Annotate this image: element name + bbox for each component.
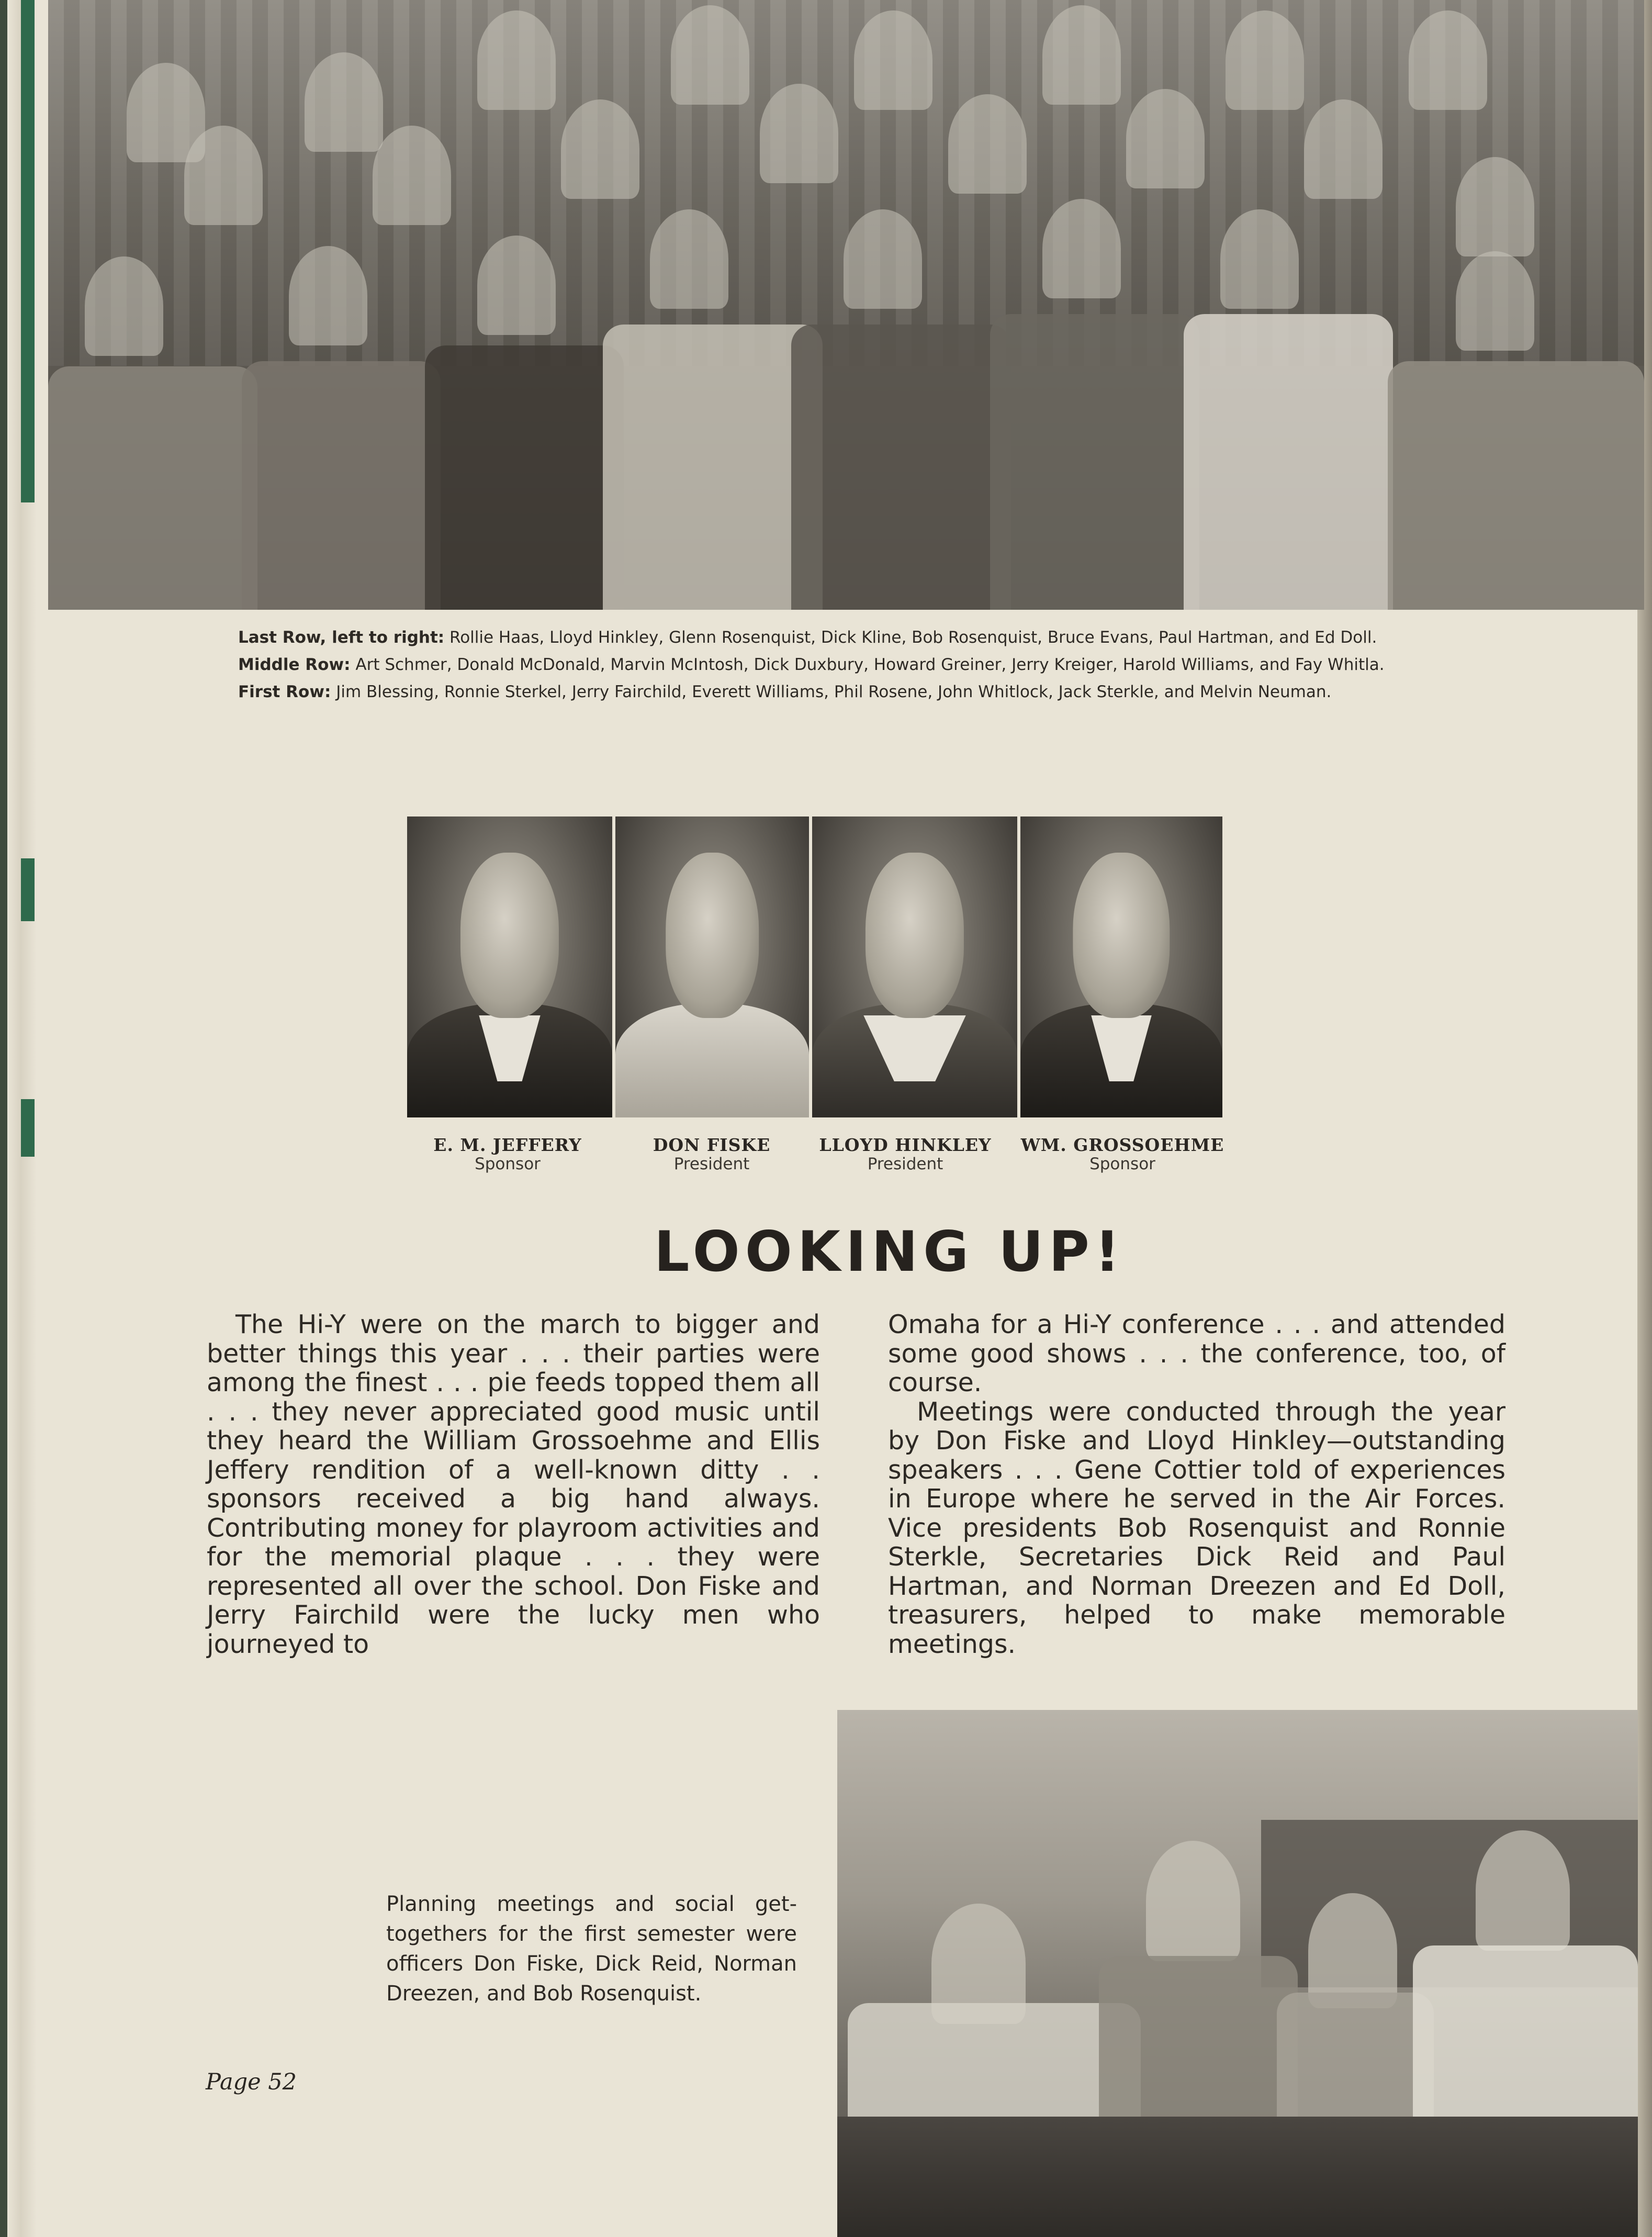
student-figure [1226, 10, 1304, 110]
student-figure [1409, 10, 1487, 110]
caption-last-row [238, 627, 1478, 648]
officers-photo-caption: Planning meetings and social get-togethers for the first semester were officers Don Fiske, Dick Reid, Norman Dreezen, and Bob Rosenquist. [386, 1892, 797, 2006]
body-left-column [207, 1310, 820, 1659]
student-shirt [990, 314, 1199, 610]
portrait-grossoehme [1020, 816, 1222, 1117]
caption-row-names: Jim Blessing, Ronnie Sterkel, Jerry Fairchild, Everett Williams, Phil Rosene, John Whitlock, Jack Sterkle, and Melvin Neuman. [336, 683, 1332, 701]
binding-mark [21, 858, 35, 921]
portrait-head [460, 853, 559, 1018]
meeting-table [837, 2117, 1638, 2237]
student-figure [844, 209, 922, 309]
student-figure [1220, 209, 1299, 309]
student-figure [650, 209, 728, 309]
officer-role: President [867, 1155, 943, 1173]
caption-row-names: Art Schmer, Donald McDonald, Marvin McIntosh, Dick Duxbury, Howard Greiner, Jerry Kreiger, Harold Williams, and Fay Whitla. [355, 655, 1385, 674]
body-paragraph: Omaha for a Hi-Y conference . . . and attended some good shows . . . the conference, too, of course. [888, 1310, 1505, 1397]
officer-role: President [673, 1155, 750, 1173]
page-number: Page 52 [206, 2069, 297, 2095]
group-photo [48, 0, 1644, 610]
caption-row-label: Last Row, left to right: [238, 628, 445, 647]
portrait-head [866, 853, 964, 1018]
page-title: LOOKING UP! [654, 1220, 1126, 1284]
student-figure [477, 10, 556, 110]
student-figure [1042, 199, 1121, 298]
caption-first-row [238, 681, 1478, 702]
caption-middle-row [238, 654, 1478, 675]
body-paragraph: Meetings were conducted through the year by Don Fiske and Lloyd Hinkley—outstanding speakers . . . Gene Cottier told of experiences in Europe where he served in the Air Forces. Vice presidents Bob Rosenquist and Ronnie Sterkle, Secretaries Dick Reid and Paul Hartman, and Norman Dreezen and Ed Doll, treasurers, helped to make memorable meetings. [888, 1396, 1505, 1659]
officer-role: Sponsor [1089, 1155, 1155, 1173]
student-figure [289, 246, 367, 345]
curtain-backdrop [48, 0, 1644, 366]
student-figure [561, 99, 639, 199]
student-figure [477, 236, 556, 335]
student-figure [184, 126, 263, 225]
officer-name: E. M. JEFFERY [433, 1135, 582, 1155]
student-figure [854, 10, 932, 110]
caption-row-label: Middle Row: [238, 655, 351, 674]
portrait-head [1073, 853, 1170, 1018]
student-shirt [603, 325, 823, 610]
student-shirt [791, 325, 1011, 610]
student-shirt [242, 361, 441, 610]
student-figure [760, 84, 838, 183]
officer-figure [1308, 1893, 1397, 2008]
student-figure [671, 5, 749, 105]
student-figure [1456, 157, 1534, 256]
student-shirt [425, 345, 624, 610]
student-figure [1042, 5, 1121, 105]
body-paragraph: The Hi-Y were on the march to bigger and better things this year . . . their parties were among the finest . . . pie feeds topped them all . . . they never appreciated good music until they heard the William Grossoehme and Ellis Jeffery rendition of a well-known ditty . . sponsors received a big hand always. Contributing money for playroom activities and for the memorial plaque . . . they were represented all over the school. Don Fiske and Jerry Fairchild were the lucky men who journeyed to [207, 1310, 820, 1659]
officer-name: DON FISKE [653, 1135, 771, 1155]
student-figure [1304, 99, 1383, 199]
student-figure [1456, 251, 1534, 351]
portrait-suit [615, 1003, 809, 1118]
group-photo-caption [238, 627, 1478, 709]
portrait-head [666, 853, 759, 1018]
student-shirt [1184, 314, 1393, 610]
officer-name: LLOYD HINKLEY [819, 1135, 992, 1155]
binding-tab [21, 0, 35, 502]
officer-name: WM. GROSSOEHME [1020, 1135, 1224, 1155]
student-figure [948, 94, 1027, 194]
officer-figure [1476, 1830, 1570, 1951]
student-figure [373, 126, 451, 225]
portrait-hinkley [812, 816, 1017, 1117]
student-figure [1126, 89, 1205, 188]
student-shirt [48, 366, 257, 610]
portrait-jeffery [407, 816, 612, 1117]
student-shirt [1388, 361, 1644, 610]
binding-mark [21, 1099, 35, 1157]
body-right-column [888, 1310, 1505, 1659]
student-figure [85, 256, 163, 356]
student-figure [305, 52, 383, 152]
officer-figure [1146, 1841, 1240, 1961]
officer-role: Sponsor [475, 1155, 541, 1173]
officers-meeting-photo [837, 1710, 1638, 2237]
caption-row-names: Rollie Haas, Lloyd Hinkley, Glenn Rosenquist, Dick Kline, Bob Rosenquist, Bruce Evans, Paul Hartman, and Ed Doll. [449, 628, 1377, 647]
caption-row-label: First Row: [238, 683, 331, 701]
portrait-fiske [615, 816, 809, 1117]
